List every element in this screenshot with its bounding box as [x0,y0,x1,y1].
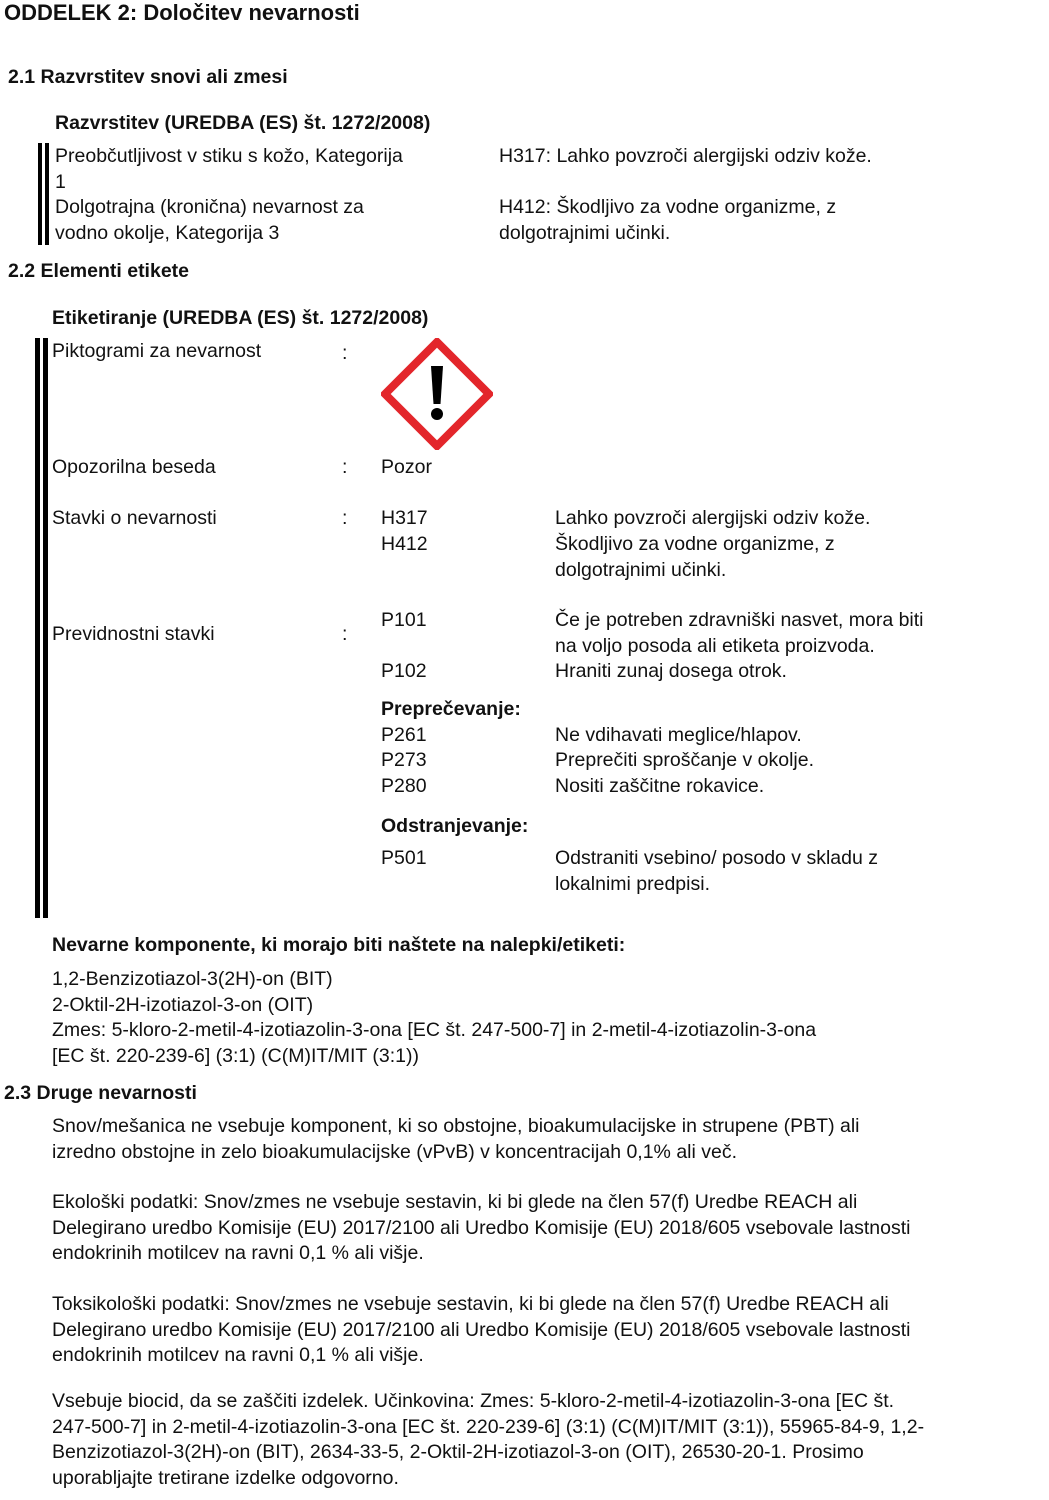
component-line: 2-Oktil-2H-izotiazol-3-on (OIT) [52,994,314,1016]
hazard-statements-label: Stavki o nevarnosti [52,507,217,529]
subheading-classification: Razvrstitev (UREDBA (ES) št. 1272/2008) [55,112,431,134]
precaution-text: Odstraniti vsebino/ posodo v skladu z [555,847,879,869]
hazard-code: H412 [381,533,428,555]
precaution-code: P102 [381,660,427,682]
component-line: [EC št. 220-239-6] (3:1) (C(M)IT/MIT (3:1)) [52,1045,419,1067]
revision-bar [45,143,49,245]
revision-bar [43,338,48,918]
hazard-text: Lahko povzroči alergijski odziv kože. [555,507,871,529]
pictograms-label: Piktogrami za nevarnost [52,340,262,362]
statement-line: dolgotrajnimi učinki. [499,222,671,244]
statement-line: H317: Lahko povzroči alergijski odziv kože. [499,145,872,167]
hazard-class-cont: 1 [55,171,66,193]
paragraph-ecological [52,1190,1042,1267]
revision-bar [35,338,40,918]
precaution-text: na voljo posoda ali etiketa proizvoda. [555,635,875,657]
revision-bar [38,143,42,245]
colon: : [342,456,348,478]
colon: : [342,623,348,645]
classification-statement [499,143,872,169]
component-line: 1,2-Benzizotiazol-3(2H)-on (BIT) [52,968,333,990]
heading-2-1: 2.1 Razvrstitev snovi ali zmesi [8,66,288,88]
paragraph-line: Delegirano uredbo Komisije (EU) 2017/2100 ali Uredbo Komisije (EU) 2018/605 vsebovale lastnosti [52,1318,911,1341]
paragraph-line: Ekološki podatki: Snov/zmes ne vsebuje sestavin, ki bi glede na člen 57(f) Uredbe REACH ali [52,1191,858,1213]
precaution-code: P280 [381,775,427,797]
classification-statement [499,194,836,246]
precaution-text: Nositi zaščitne rokavice. [555,775,765,797]
paragraph-line: Vsebuje biocid, da se zaščiti izdelek. Učinkovina: Zmes: 5-kloro-2-metil-4-izotiazolin-3-ona [EC št. [52,1390,895,1412]
precaution-text: Če je potreben zdravniški nasvet, mora biti [555,609,924,631]
hazard-class: Preobčutljivost v stiku s kožo, Kategorija [55,145,403,167]
section-title: ODDELEK 2: Določitev nevarnosti [4,0,360,25]
signal-word-label: Opozorilna beseda [52,456,216,478]
precaution-text: lokalnimi predpisi. [555,873,710,895]
paragraph-line: Snov/mešanica ne vsebuje komponent, ki so obstojne, bioakumulacijske in strupene (PBT) ali [52,1115,860,1137]
components-heading: Nevarne komponente, ki morajo biti naštete na nalepki/etiketi: [52,934,626,956]
prevention-heading: Preprečevanje: [381,698,521,720]
classification-row [55,143,403,195]
colon: : [342,342,348,364]
precaution-text: Ne vdihavati meglice/hlapov. [555,724,802,746]
paragraph-line: Toksikološki podatki: Snov/zmes ne vsebuje sestavin, ki bi glede na člen 57(f) Uredbe REACH ali [52,1293,889,1315]
precaution-code: P261 [381,724,427,746]
heading-2-2: 2.2 Elementi etikete [8,260,190,282]
paragraph-toxicological [52,1292,1042,1369]
hazard-text: dolgotrajnimi učinki. [555,559,727,581]
hazard-code: H317 [381,507,428,529]
paragraph-line: Benzizotiazol-3(2H)-on (BIT), 2634-33-5, 2-Oktil-2H-izotiazol-3-on (OIT), 26530-20-1. Prosimo [52,1441,864,1463]
classification-row [55,194,364,246]
signal-word-value: Pozor [381,456,432,478]
precaution-code: P501 [381,847,427,869]
paragraph-pbt [52,1114,1042,1165]
precaution-text: Hraniti zunaj dosega otrok. [555,660,787,682]
paragraph-line: uporabljajte tretirane izdelke odgovorno. [52,1466,399,1489]
exclamation-mark-ghs07-icon [381,338,493,450]
precaution-code: P273 [381,749,427,771]
paragraph-line: 247-500-7] in 2-metil-4-izotiazolin-3-ona [EC št. 220-239-6] (3:1) (C(M)IT/MIT (3:1)), 55965-84-9, 1,2- [52,1415,925,1438]
precaution-text: Preprečiti sproščanje v okolje. [555,749,815,771]
precaution-code: P101 [381,609,427,631]
component-line: Zmes: 5-kloro-2-metil-4-izotiazolin-3-ona [EC št. 247-500-7] in 2-metil-4-izotiazolin-3-ona [52,1019,817,1041]
heading-2-3: 2.3 Druge nevarnosti [4,1082,197,1104]
subheading-labelling: Etiketiranje (UREDBA (ES) št. 1272/2008) [52,307,429,329]
disposal-heading: Odstranjevanje: [381,815,529,837]
statement-line: H412: Škodljivo za vodne organizme, z [499,196,837,218]
hazard-text: Škodljivo za vodne organizme, z [555,533,835,555]
precautionary-statements-label: Previdnostni stavki [52,623,215,645]
colon: : [342,507,348,529]
paragraph-line: endokrinih motilcev na ravni 0,1 % ali višje. [52,1242,424,1264]
paragraph-line: izredno obstojne in zelo bioakumulacijske (vPvB) v koncentracijah 0,1% ali več. [52,1140,738,1163]
hazard-class: Dolgotrajna (kronična) nevarnost za [55,196,364,218]
hazard-class-cont: vodno okolje, Kategorija 3 [55,222,280,244]
paragraph-biocide [52,1389,1042,1491]
paragraph-line: Delegirano uredbo Komisije (EU) 2017/2100 ali Uredbo Komisije (EU) 2018/605 vsebovale lastnosti [52,1216,911,1239]
paragraph-line: endokrinih motilcev na ravni 0,1 % ali višje. [52,1344,424,1366]
